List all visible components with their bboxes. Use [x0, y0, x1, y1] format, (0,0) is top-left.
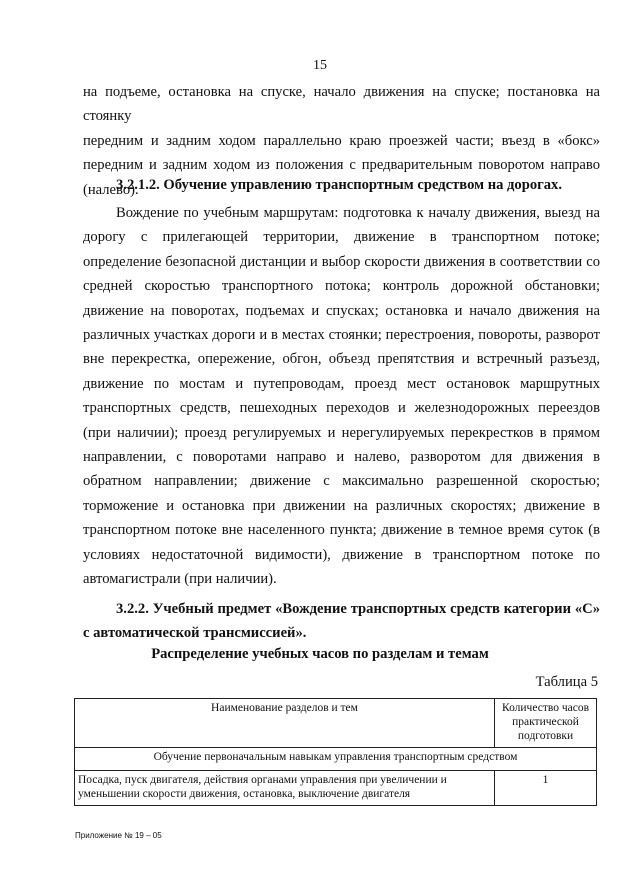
topic-cell: Посадка, пуск двигателя, действия органами управления при увеличении и уменьшении скорости движения, остановка, выключение двигателя [75, 771, 495, 806]
table-heading: Распределение учебных часов по разделам и темам [151, 646, 489, 662]
hours-table [74, 698, 597, 806]
table-row [75, 771, 597, 806]
hours-cell: 1 [495, 771, 597, 806]
section-row-title: Обучение первоначальным навыкам управления транспортным средством [75, 748, 597, 771]
paragraph-1-line: передним и задним ходом параллельно краю проезжей части; въезд в «бокс» [83, 132, 600, 149]
paragraph-1-line: на подъеме, остановка на спуске, начало движения на спуске; постановка на стоянку [83, 84, 600, 125]
subsection-heading: 3.2.1.2. Обучение управлению транспортным средством на дорогах. [116, 177, 563, 193]
paragraph-2: Вождение по учебным маршрутам: подготовка к началу движения, выезд на дорогу с прилегающей территории, движение в транспортном потоке; определение безопасной дистанции и выбор скорости движения в соответствии со средней скоростью транспортного потока; контроль дорожной обстановки; движение на поворотах, подъемах и спусках; остановка и начало движения на различных участках дороги и в местах стоянки; перестроения, повороты, разворот вне перекрестка, опережение, обгон, объезд препятствия и встречный разъезд, движение по мостам и путепроводам, проезд мест остановок маршрутных транспортных средств, пешеходных переходов и железнодорожных переездов (при наличии); проезд регулируемых и нерегулируемых перекрестков в прямом направлении, с поворотами направо и налево, разворотом для движения в обратном направлении; движение с максимально разрешенной скоростью; торможение и остановка при движении на различных скоростях; движение в транспортном потоке вне населенного пункта; движение в темное время суток (в условиях недостаточной видимости), движение в транспортном потоке по автомагистрали (при наличии). [83, 205, 600, 588]
table-header-row [75, 699, 597, 748]
paragraph-1-line: (налево). [83, 181, 139, 198]
header-hours: Количество часов практической подготовки [495, 699, 597, 748]
page-number: 15 [313, 58, 327, 73]
footer-appendix: Приложение № 19 – 05 [75, 831, 162, 840]
table-section-row [75, 748, 597, 771]
header-name: Наименование разделов и тем [75, 699, 495, 748]
paragraph-1-line: передним и задним ходом из положения с предварительным поворотом направо [83, 157, 600, 174]
section-heading: 3.2.2. Учебный предмет «Вождение транспортных средств категории «C» с автоматической трансмиссией». [83, 601, 600, 642]
table-label: Таблица 5 [535, 674, 598, 690]
